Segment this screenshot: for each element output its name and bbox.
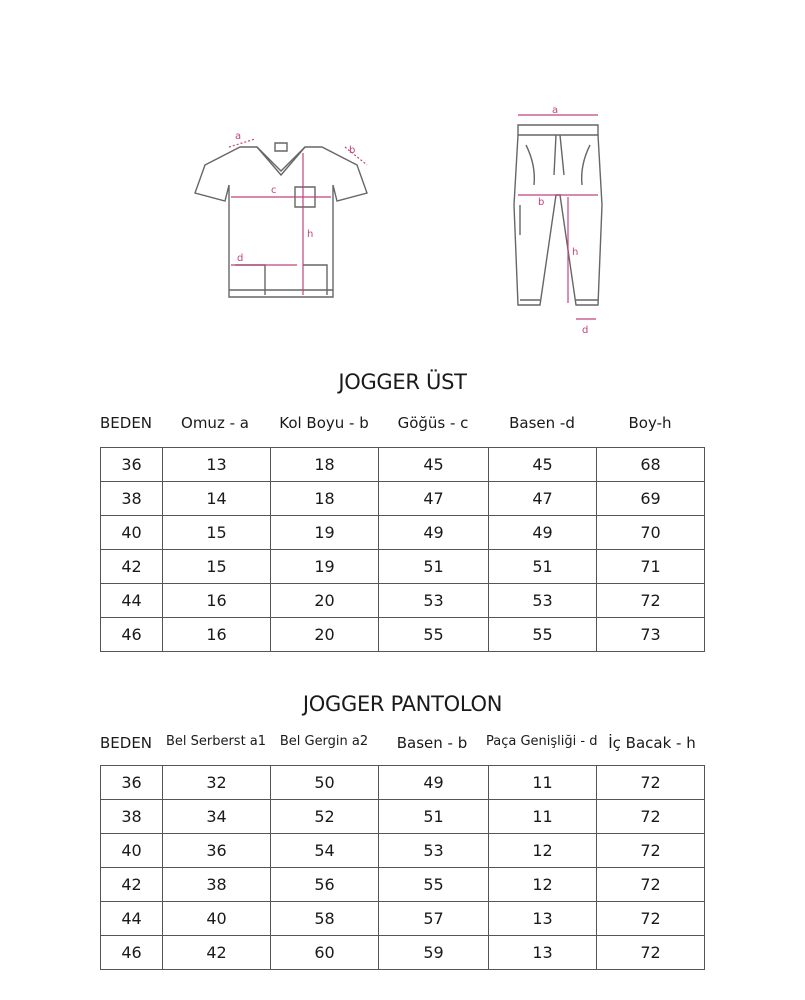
pants-label-d: d: [582, 325, 589, 336]
table-cell: 52: [271, 800, 379, 834]
header-kol-boyu: Kol Boyu - b: [279, 414, 369, 432]
table-cell: 40: [163, 902, 271, 936]
table-cell: 49: [489, 516, 597, 550]
size-table-top: [100, 447, 705, 652]
table-cell: 36: [101, 766, 163, 800]
table-cell: 72: [597, 800, 705, 834]
header-beden: BEDEN: [100, 734, 153, 752]
table-cell: 20: [271, 584, 379, 618]
table-cell: 72: [597, 936, 705, 970]
table-cell: 49: [379, 516, 489, 550]
table-cell: 59: [379, 936, 489, 970]
table-cell: 32: [163, 766, 271, 800]
table-row: [101, 834, 705, 868]
table-cell: 55: [379, 618, 489, 652]
table-cell: 72: [597, 902, 705, 936]
table-cell: 58: [271, 902, 379, 936]
table-cell: 12: [489, 868, 597, 902]
table-cell: 46: [101, 618, 163, 652]
table-cell: 13: [163, 448, 271, 482]
header-ic-bacak: İç Bacak - h: [608, 734, 696, 752]
size-table-pants: [100, 765, 705, 970]
table-top-headers: [0, 414, 805, 444]
pants-label-b: b: [538, 197, 545, 208]
table-cell: 45: [489, 448, 597, 482]
table-cell: 50: [271, 766, 379, 800]
table-cell: 46: [101, 936, 163, 970]
header-bel-serbest: Bel Serberst a1: [165, 734, 267, 749]
table-row: [101, 868, 705, 902]
table-cell: 19: [271, 550, 379, 584]
table-cell: 68: [597, 448, 705, 482]
table-row: [101, 766, 705, 800]
table-cell: 69: [597, 482, 705, 516]
table-cell: 20: [271, 618, 379, 652]
table-cell: 44: [101, 584, 163, 618]
table-cell: 55: [489, 618, 597, 652]
table-cell: 72: [597, 584, 705, 618]
header-basen: Basen -d: [509, 414, 575, 432]
scrub-top-diagram: [185, 125, 385, 305]
table-row: [101, 618, 705, 652]
table-cell: 57: [379, 902, 489, 936]
table-cell: 72: [597, 766, 705, 800]
table-cell: 51: [379, 550, 489, 584]
header-omuz: Omuz - a: [181, 414, 249, 432]
table-cell: 54: [271, 834, 379, 868]
table-cell: 53: [379, 584, 489, 618]
table-row: [101, 902, 705, 936]
table-cell: 15: [163, 516, 271, 550]
table-cell: 36: [101, 448, 163, 482]
table-cell: 45: [379, 448, 489, 482]
table-cell: 56: [271, 868, 379, 902]
pants-label-h: h: [572, 247, 579, 258]
table-cell: 15: [163, 550, 271, 584]
table-cell: 34: [163, 800, 271, 834]
header-basen: Basen - b: [396, 734, 468, 752]
table-cell: 38: [101, 482, 163, 516]
header-paca: Paça Genişliği - d: [486, 734, 598, 749]
table-cell: 51: [489, 550, 597, 584]
table-cell: 11: [489, 766, 597, 800]
table-cell: 73: [597, 618, 705, 652]
table-cell: 36: [163, 834, 271, 868]
table-cell: 42: [163, 936, 271, 970]
table-cell: 47: [489, 482, 597, 516]
table-cell: 14: [163, 482, 271, 516]
top-label-h: h: [307, 229, 314, 240]
table-cell: 13: [489, 902, 597, 936]
top-label-a: a: [235, 131, 242, 142]
table-cell: 13: [489, 936, 597, 970]
table-row: [101, 516, 705, 550]
table-cell: 53: [489, 584, 597, 618]
table-cell: 19: [271, 516, 379, 550]
table-cell: 51: [379, 800, 489, 834]
table-row: [101, 448, 705, 482]
table-cell: 18: [271, 482, 379, 516]
table-cell: 16: [163, 618, 271, 652]
top-label-b: b: [349, 145, 356, 156]
table-cell: 18: [271, 448, 379, 482]
pants-label-a: a: [552, 105, 559, 116]
header-beden: BEDEN: [100, 414, 153, 432]
header-boy: Boy-h: [628, 414, 672, 432]
top-label-d: d: [237, 253, 244, 264]
table-cell: 47: [379, 482, 489, 516]
table-cell: 53: [379, 834, 489, 868]
table-cell: 44: [101, 902, 163, 936]
table-cell: 71: [597, 550, 705, 584]
table-cell: 40: [101, 516, 163, 550]
table-cell: 70: [597, 516, 705, 550]
table-cell: 12: [489, 834, 597, 868]
table-cell: 42: [101, 550, 163, 584]
table-cell: 60: [271, 936, 379, 970]
table-row: [101, 800, 705, 834]
header-gogus: Göğüs - c: [397, 414, 469, 432]
table-cell: 55: [379, 868, 489, 902]
top-label-c: c: [271, 185, 277, 196]
table-cell: 16: [163, 584, 271, 618]
table-row: [101, 482, 705, 516]
table-cell: 72: [597, 834, 705, 868]
table-cell: 38: [101, 800, 163, 834]
table-cell: 42: [101, 868, 163, 902]
table-cell: 38: [163, 868, 271, 902]
table-top-title: JOGGER ÜST: [338, 370, 467, 394]
table-row: [101, 550, 705, 584]
header-bel-gergin: Bel Gergin a2: [279, 734, 369, 749]
table-cell: 40: [101, 834, 163, 868]
table-row: [101, 936, 705, 970]
jogger-pants-diagram: [500, 105, 610, 340]
table-cell: 72: [597, 868, 705, 902]
table-pants-title: JOGGER PANTOLON: [302, 692, 503, 716]
table-row: [101, 584, 705, 618]
table-cell: 11: [489, 800, 597, 834]
table-pants-headers: [0, 734, 805, 764]
table-cell: 49: [379, 766, 489, 800]
